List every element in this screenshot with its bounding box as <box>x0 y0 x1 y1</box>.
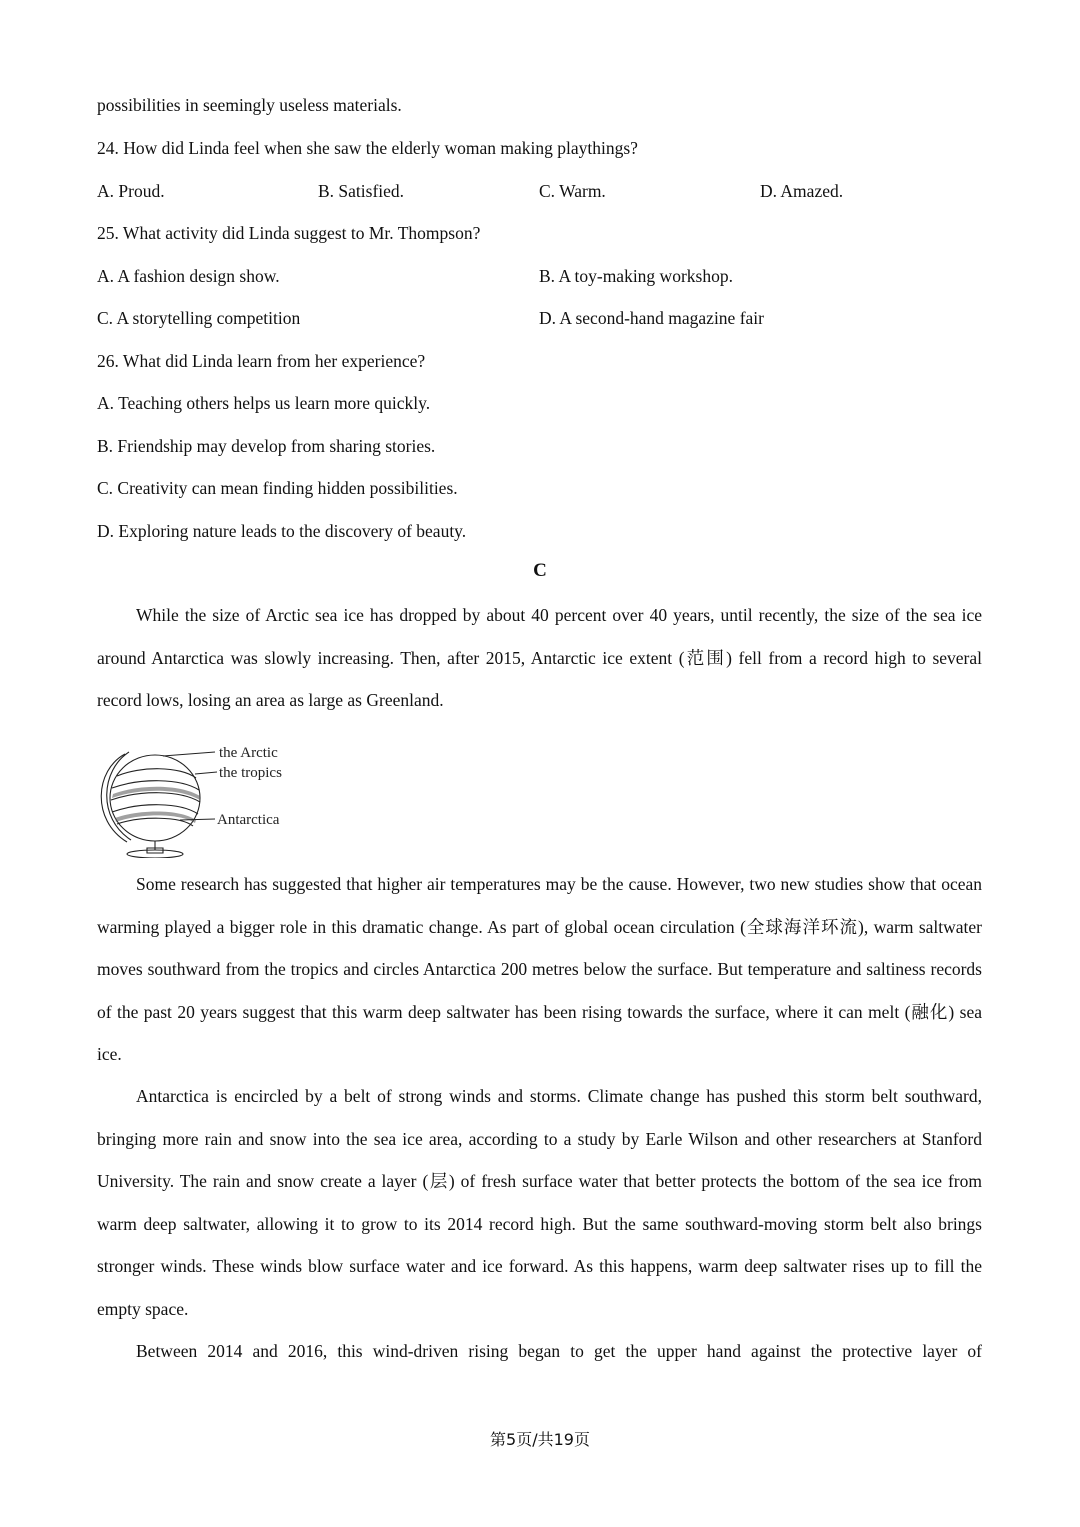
question-25-stem: 25. What activity did Linda suggest to Mr. Thompson? <box>97 223 481 243</box>
globe-figure <box>95 740 310 858</box>
passage-paragraph-2 <box>97 863 982 1076</box>
question-24-option-d: D. Amazed. <box>760 181 844 201</box>
passage-paragraph-4-text: Between 2014 and 2016, this wind-driven rising began to get the upper hand against the protective layer of <box>136 1341 982 1361</box>
question-24-option-a: A. Proud. <box>97 181 165 201</box>
label-antarctica: Antarctica <box>217 812 280 828</box>
question-25-option-a: A. A fashion design show. <box>97 266 280 286</box>
globe-base <box>127 850 183 858</box>
question-24-stem: 24. How did Linda feel when she saw the elderly woman making playthings? <box>97 138 638 158</box>
passage-paragraph-4 <box>97 1330 982 1373</box>
globe-sphere <box>110 755 200 841</box>
passage-paragraph-3-text: Antarctica is encircled by a belt of strong winds and storms. Climate change has pushed this storm belt southward, bringing more rain and snow into the sea ice area, according to a study by Earle Wilson and other researchers at Stanford University. The rain and snow create a layer (层) of fresh surface water that better protects the bottom of the sea ice from warm deep saltwater, allowing it to grow to its 2014 record high. But the same southward-moving storm belt also brings stronger winds. These winds blow surface water and ice forward. As this happens, warm deep saltwater rises up to fill the empty space. <box>97 1086 982 1319</box>
question-25-option-b: B. A toy-making workshop. <box>539 266 733 286</box>
section-title: C <box>533 560 547 581</box>
question-25-option-c: C. A storytelling competition <box>97 308 301 328</box>
question-26-option-b: B. Friendship may develop from sharing stories. <box>97 436 436 456</box>
label-arctic: the Arctic <box>219 745 278 761</box>
question-26-option-a: A. Teaching others helps us learn more quickly. <box>97 393 431 413</box>
question-26-option-c: C. Creativity can mean finding hidden possibilities. <box>97 478 458 498</box>
question-24-option-b: B. Satisfied. <box>318 181 405 201</box>
lead-in-text: possibilities in seemingly useless materials. <box>97 95 402 115</box>
question-24-option-c: C. Warm. <box>539 181 606 201</box>
page-footer: 第5页/共19页 <box>490 1430 590 1449</box>
question-26-stem: 26. What did Linda learn from her experience? <box>97 351 426 371</box>
label-tropics: the tropics <box>219 765 282 781</box>
passage-paragraph-1-text: While the size of Arctic sea ice has dropped by about 40 percent over 40 years, until recently, the size of the sea ice around Antarctica was slowly increasing. Then, after 2015, Antarctic ice extent (范围) fell from a record high to several record lows, losing an area as large as Greenland. <box>97 605 982 710</box>
passage-paragraph-2-text: Some research has suggested that higher air temperatures may be the cause. However, two new studies show that ocean warming played a bigger role in this dramatic change. As part of global ocean circulation (全球海洋环流), warm saltwater moves southward from the tropics and circles Antarctica 200 metres below the surface. But temperature and saltiness records of the past 20 years suggest that this warm deep saltwater has been rising towards the surface, where it can melt (融化) sea ice. <box>97 874 982 1064</box>
question-26-option-d: D. Exploring nature leads to the discovery of beauty. <box>97 521 467 541</box>
question-25-option-d: D. A second-hand magazine fair <box>539 308 764 328</box>
passage-paragraph-1 <box>97 594 982 722</box>
passage-paragraph-3 <box>97 1075 982 1330</box>
